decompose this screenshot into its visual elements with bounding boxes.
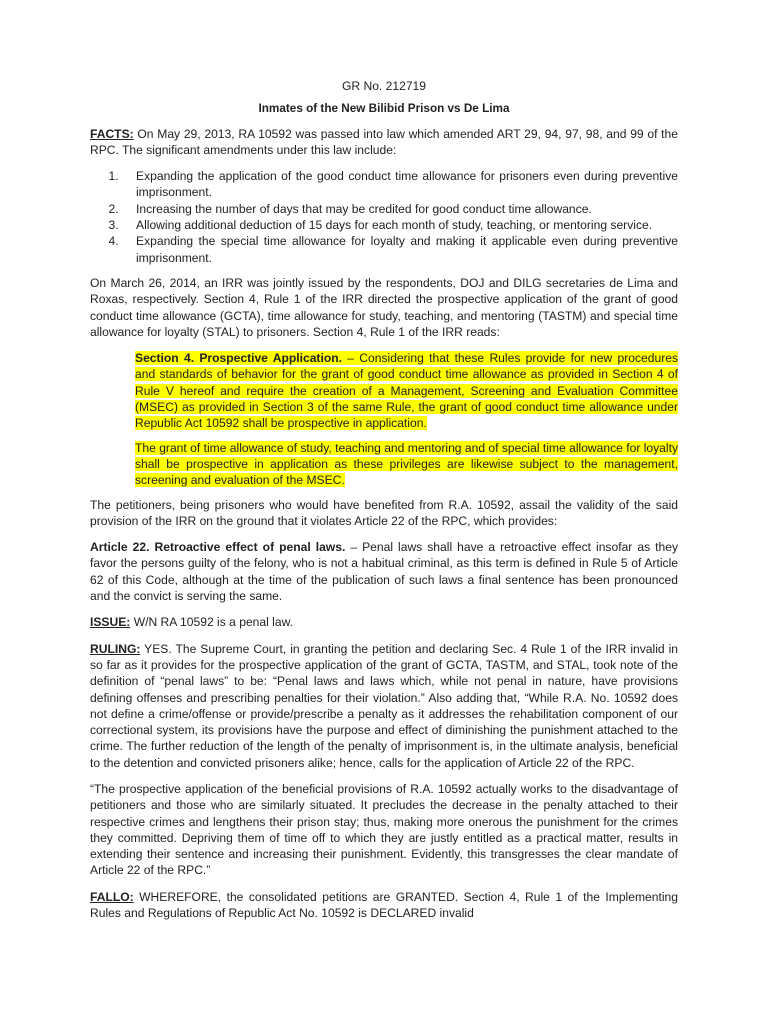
issue-text: W/N RA 10592 is a penal law. [130, 615, 294, 630]
amendments-list [90, 168, 678, 266]
list-item: 2. Increasing the number of days that may be credited for good conduct time allowance. [122, 201, 678, 217]
section-4-paragraph [135, 350, 678, 431]
facts-intro: On May 29, 2013, RA 10592 was passed into law which amended ART 29, 94, 97, 98, and 99 of the RPC. The significant amendments under this law include: [90, 126, 678, 157]
ruling-text: YES. The Supreme Court, in granting the petition and declaring Sec. 4 Rule 1 of the IRR invalid in so far as it provides for the prospective application of the grant of GCTA, TASTM, and STAL, took note of the definition of “penal laws” to be: “Penal laws and laws which, while not penal in nature, have provisions defining offenses and prescribing penalties for their violation.” Also adding that, “While R.A. No. 10592 does not define a crime/offense or provide/prescribe a penalty as it addresses the rehabilitation component of our correctional system, its provisions have the purpose and effect of diminishing the punishment attached to the crime. The further reduction of the length of the penalty of imprisonment is, in the ultimate analysis, beneficial to the detention and convicted prisoners alike; hence, calls for the application of Article 22 of the RPC. [90, 641, 678, 770]
article-22-heading: Article 22. Retroactive effect of penal laws. [90, 540, 346, 555]
list-item: 3. Allowing additional deduction of 15 days for each month of study, teaching, or mentoring service. [122, 217, 678, 233]
fallo-heading: FALLO: [90, 889, 134, 904]
section-4-text: – Considering that these Rules provide for new procedures and standards of behavior for the grant of good conduct time allowance as provided in Section 4 of Rule V hereof and require the creation of a Management, Screening and Evaluation Committee (MSEC) as provided in Section 3 of the same Rule, the grant of good conduct time allowance under Republic Act 10592 shall be prospective in application. [135, 351, 678, 431]
facts-paragraph [90, 126, 678, 159]
irr-paragraph: On March 26, 2014, an IRR was jointly issued by the respondents, DOJ and DILG secretaries de Lima and Roxas, respectively. Section 4, Rule 1 of the IRR directed the prospective application of the grant of good conduct time allowance (GCTA), time allowance for study, teaching, and mentoring (TASTM) and special time allowance for loyalty (STAL) to prisoners. Section 4, Rule 1 of the IRR reads: [90, 275, 678, 339]
section-4-second-text: The grant of time allowance of study, teaching and mentoring and of special time allowance for loyalty shall be prospective in application as these privileges are likewise subject to the management, screening and evaluation of the MSEC. [135, 440, 678, 488]
ruling-quote-paragraph: “The prospective application of the beneficial provisions of R.A. 10592 actually works to the disadvantage of petitioners and those who are similarly situated. It precludes the decrease in the penalty attached to their respective crimes and lengthens their prison stay; thus, making more onerous the punishment for the crimes they committed. Depriving them of time off to which they are justly entitled as a practical matter, results in extending their sentence and increasing their punishment. Evidently, this transgresses the clear mandate of Article 22 of the RPC.” [90, 781, 678, 878]
list-item: 1. Expanding the application of the good conduct time allowance for prisoners even during preventive imprisonment. [122, 168, 678, 201]
issue-paragraph [90, 614, 678, 630]
case-number: GR No. 212719 [341, 79, 427, 93]
facts-heading: FACTS: [90, 126, 134, 141]
petitioners-paragraph: The petitioners, being prisoners who would have benefited from R.A. 10592, assail the validity of the said provision of the IRR on the ground that it violates Article 22 of the RPC, which provides: [90, 497, 678, 528]
list-item: 4. Expanding the special time allowance for loyalty and making it applicable even during preventive imprisonment. [122, 233, 678, 266]
ruling-paragraph [90, 641, 678, 771]
article-22-text: – Penal laws shall have a retroactive effect insofar as they favor the persons guilty of the felony, who is not a habitual criminal, as this term is defined in Rule 5 of Article 62 of this Code, although at the time of the publication of such laws a final sentence has been pronounced and the convict is serving the same. [90, 540, 678, 604]
article-22-paragraph [90, 539, 678, 604]
section-4-second-paragraph [135, 440, 678, 489]
case-title: Inmates of the New Bilibid Prison vs De Lima [258, 101, 510, 116]
section-4-heading: Section 4. Prospective Application. [135, 351, 342, 366]
section-4-quote [135, 350, 678, 488]
fallo-text: WHEREFORE, the consolidated petitions are GRANTED. Section 4, Rule 1 of the Implementing Rules and Regulations of Republic Act No. 10592 is DECLARED invalid [90, 889, 678, 921]
issue-heading: ISSUE: [90, 615, 131, 630]
ruling-heading: RULING: [90, 641, 141, 656]
fallo-paragraph [90, 889, 678, 922]
